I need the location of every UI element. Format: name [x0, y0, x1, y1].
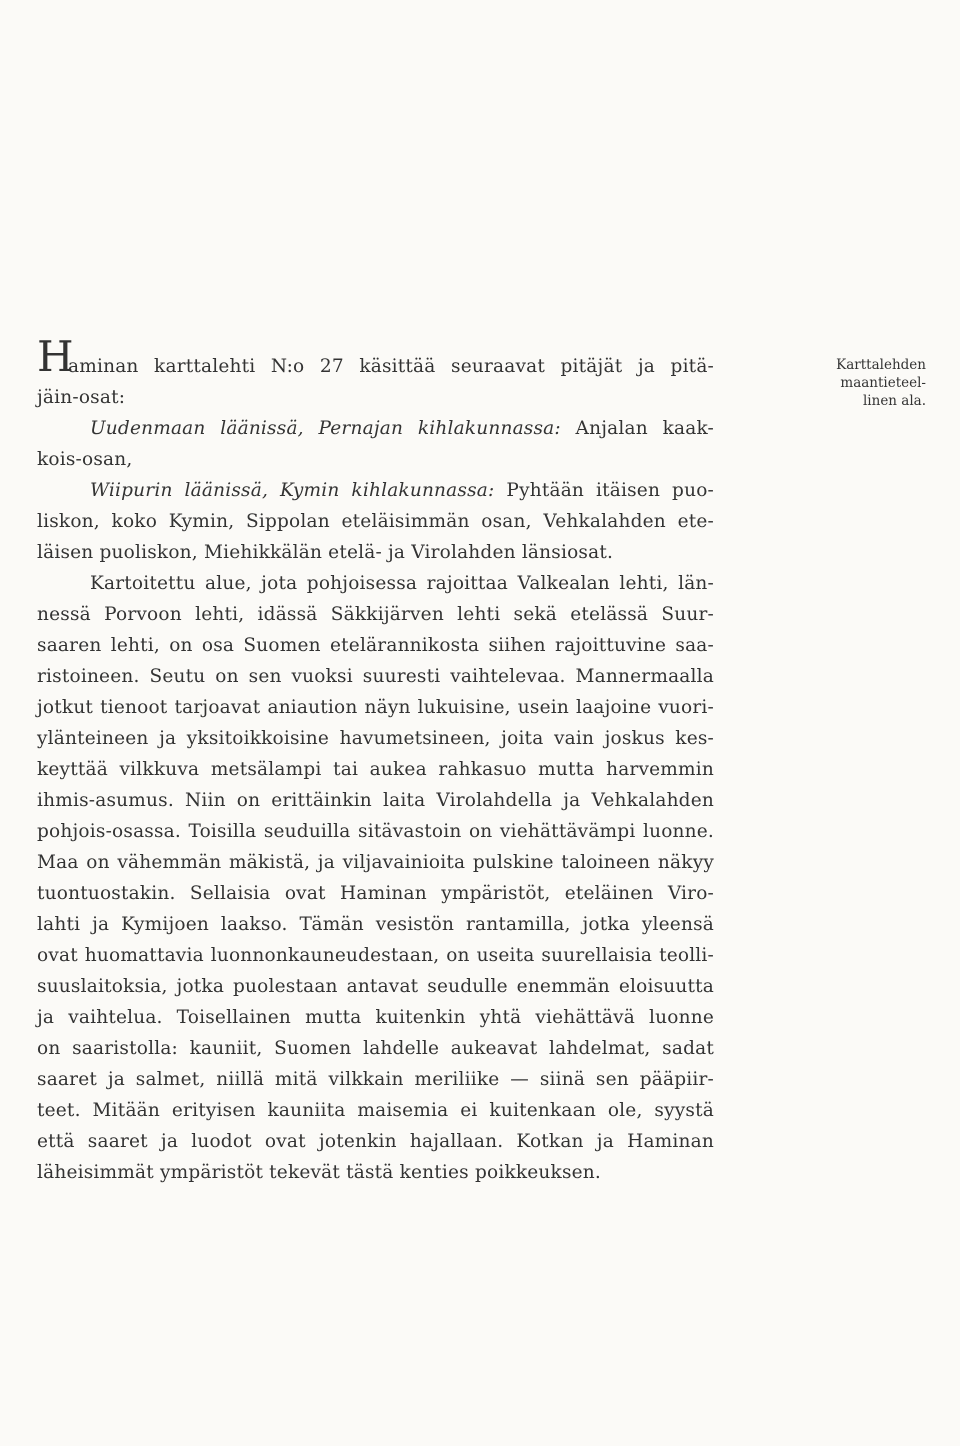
- text-line: ylänteineen ja yksitoikkoisine havumetsineen, joita vain joskus kes-: [37, 728, 714, 749]
- text-line: ja vaihtelua. Toisellainen mutta kuitenkin yhtä viehättävä luonne: [37, 1007, 714, 1028]
- text-line-italic-heading: Wiipurin läänissä, Kymin kihlakunnassa: Pyhtään itäisen puo-: [90, 480, 714, 501]
- text-line: lahti ja Kymijoen laakso. Tämän vesistön rantamilla, jotka yleensä: [37, 914, 714, 935]
- text-line: keyttää vilkkuva metsälampi tai aukea rahkasuo mutta harvemmin: [37, 759, 714, 780]
- text-line: nessä Porvoon lehti, idässä Säkkijärven lehti sekä etelässä Suur-: [37, 604, 714, 625]
- text-line-italic-heading: Uudenmaan läänissä, Pernajan kihlakunnassa: Anjalan kaak-: [90, 418, 714, 439]
- text-line: Kartoitettu alue, jota pohjoisessa rajoittaa Valkealan lehti, län-: [90, 573, 714, 594]
- margin-note-line: linen ala.: [862, 393, 926, 409]
- margin-note-line: Karttalehden: [836, 357, 926, 373]
- text-line: ovat huomattavia luonnonkauneudestaan, on useita suurellaisia teolli-: [37, 945, 714, 966]
- text-line: että saaret ja luodot ovat jotenkin hajallaan. Kotkan ja Haminan: [37, 1131, 714, 1152]
- text-line: teet. Mitään erityisen kauniita maisemia ei kuitenkaan ole, syystä: [37, 1100, 714, 1121]
- text-line: tuontuostakin. Sellaisia ovat Haminan ympäristöt, eteläinen Viro-: [37, 883, 714, 904]
- text-line: Maa on vähemmän mäkistä, ja viljavainioita pulskine taloineen näkyy: [37, 852, 714, 873]
- text-line: on saaristolla: kauniit, Suomen lahdelle aukeavat lahdelmat, sadat: [37, 1038, 714, 1059]
- drop-cap: H: [37, 332, 74, 381]
- text-line: saaret ja salmet, niillä mitä vilkkain meriliike — siinä sen pääpiir-: [37, 1069, 714, 1090]
- text-line: pohjois-osassa. Toisilla seuduilla sitävastoin on viehättävämpi luonne.: [37, 821, 714, 842]
- text-line: jotkut tienoot tarjoavat aniaution näyn lukuisine, usein laajoine vuori-: [37, 697, 714, 718]
- text-line: ristoineen. Seutu on sen vuoksi suuresti vaihtelevaa. Mannermaalla: [37, 666, 714, 687]
- text-line: ihmis-asumus. Niin on erittäinkin laita Virolahdella ja Vehkalahden: [37, 790, 714, 811]
- margin-note: [721, 356, 926, 410]
- text-line: kois-osan,: [37, 449, 133, 470]
- text-line: liskon, koko Kymin, Sippolan eteläisimmän osan, Vehkalahden ete-: [37, 511, 714, 532]
- margin-note-line: maantieteel-: [840, 375, 926, 391]
- text-line: läisen puoliskon, Miehikkälän etelä- ja Virolahden länsiosat.: [37, 542, 614, 563]
- text-line: saaren lehti, on osa Suomen etelärannikosta siihen rajoittuvine saa-: [37, 635, 714, 656]
- text-line: aminan karttalehti N:o 27 käsittää seuraavat pitäjät ja pitä-: [68, 356, 714, 377]
- text-line: jäin-osat:: [37, 387, 126, 408]
- text-line: läheisimmät ympäristöt tekevät tästä kenties poikkeuksen.: [37, 1162, 601, 1183]
- text-line: suuslaitoksia, jotka puolestaan antavat seudulle enemmän eloisuutta: [37, 976, 714, 997]
